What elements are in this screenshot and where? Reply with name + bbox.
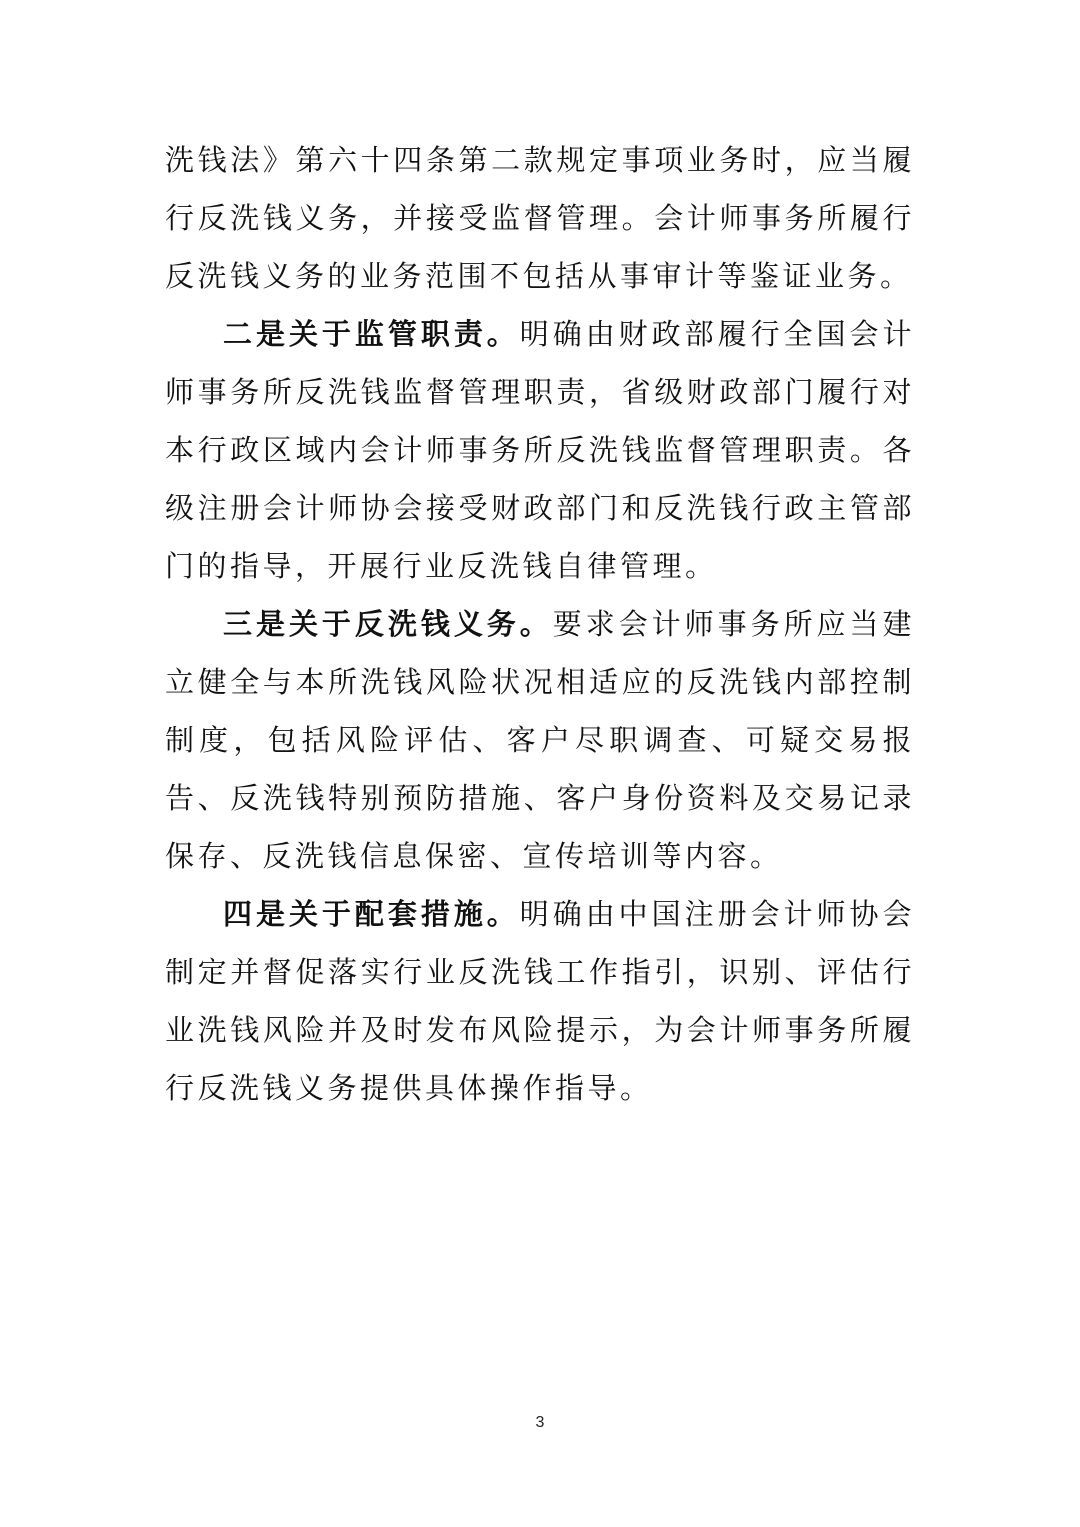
paragraph-aml-obligations: [165, 595, 915, 885]
paragraph-continuation: [165, 131, 915, 305]
page-number: 3: [535, 1414, 545, 1431]
paragraph-text: 洗钱法》第六十四条第二款规定事项业务时，应当履行反洗钱义务，并接受监督管理。会计师事务所履行反洗钱义务的业务范围不包括从事审计等鉴证业务。: [165, 143, 915, 293]
paragraph-heading: 四是关于配套措施。: [223, 897, 520, 931]
paragraph-text: 要求会计师事务所应当建立健全与本所洗钱风险状况相适应的反洗钱内部控制制度，包括风险评估、客户尽职调查、可疑交易报告、反洗钱特别预防措施、客户身份资料及交易记录保存、反洗钱信息保密、宣传培训等内容。: [165, 607, 915, 873]
paragraph-heading: 三是关于反洗钱义务。: [223, 607, 553, 641]
paragraph-text: 明确由财政部履行全国会计师事务所反洗钱监督管理职责，省级财政部门履行对本行政区域内会计师事务所反洗钱监督管理职责。各级注册会计师协会接受财政部门和反洗钱行政主管部门的指导，开展行业反洗钱自律管理。: [165, 317, 915, 583]
document-body: [165, 131, 915, 1117]
paragraph-supporting-measures: [165, 885, 915, 1117]
paragraph-heading: 二是关于监管职责。: [223, 317, 520, 351]
paragraph-text: 明确由中国注册会计师协会制定并督促落实行业反洗钱工作指引，识别、评估行业洗钱风险并及时发布风险提示，为会计师事务所履行反洗钱义务提供具体操作指导。: [165, 897, 915, 1105]
paragraph-supervision-duties: [165, 305, 915, 595]
